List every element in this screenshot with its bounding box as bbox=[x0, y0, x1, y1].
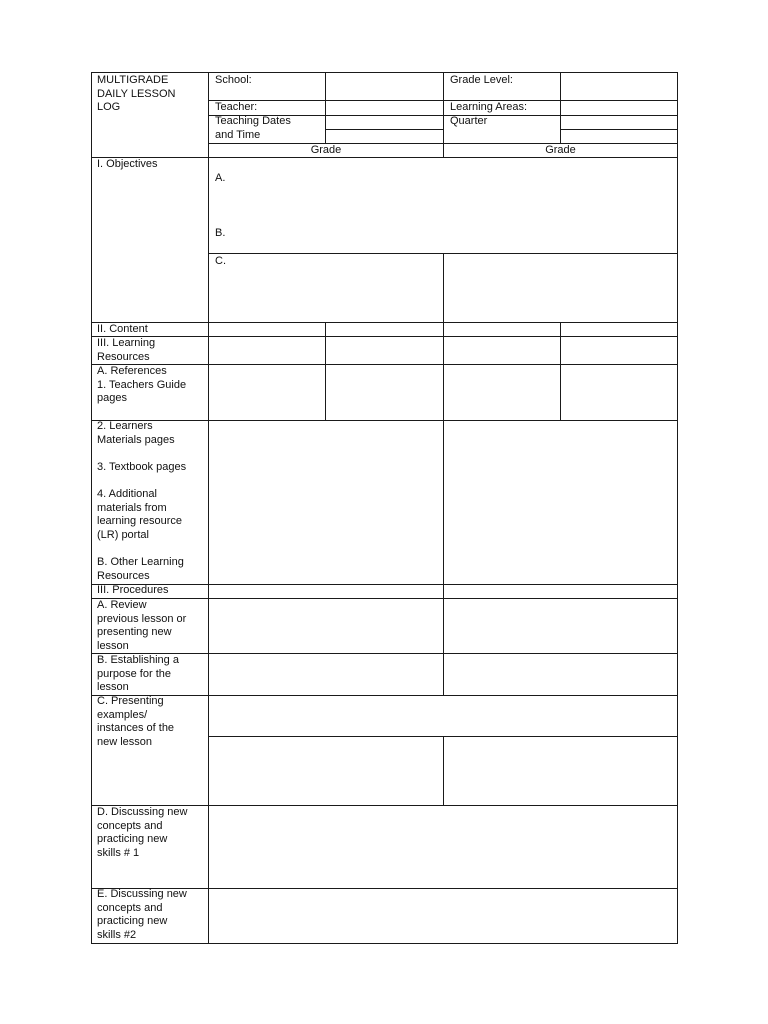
procedure-b-label: B. Establishing a purpose for the lesson bbox=[97, 654, 179, 694]
table-line bbox=[325, 129, 443, 130]
table-line bbox=[91, 322, 678, 323]
objective-a-label: A. bbox=[215, 172, 226, 184]
content-label: II. Content bbox=[97, 323, 148, 335]
table-line bbox=[91, 336, 678, 337]
table-line bbox=[443, 598, 444, 695]
objective-c-label: C. bbox=[215, 255, 226, 267]
table-line bbox=[325, 72, 326, 143]
procedure-a-label: A. Review previous lesson or presenting new lesson bbox=[97, 599, 187, 652]
table-line bbox=[560, 129, 678, 130]
grade-level-label: Grade Level: bbox=[450, 74, 513, 86]
quarter-label: Quarter bbox=[450, 115, 488, 127]
table-line bbox=[91, 72, 678, 73]
table-line bbox=[443, 253, 444, 322]
procedure-c-label: C. Presenting examples/ instances of the new lesson bbox=[97, 695, 175, 748]
table-line bbox=[91, 584, 678, 585]
other-materials-label: 2. Learners Materials pages 3. Textbook pages 4. Additional materials from learning resource (LR) portal B. Other Learning Resources bbox=[97, 420, 187, 582]
grade-column-right: Grade bbox=[545, 144, 576, 156]
procedure-e-label: E. Discussing new concepts and practicing new skills #2 bbox=[97, 888, 187, 941]
school-label: School: bbox=[215, 74, 252, 86]
table-line bbox=[560, 322, 561, 420]
form-title: MULTIGRADE DAILY LESSON LOG bbox=[97, 74, 176, 114]
table-line bbox=[443, 736, 444, 805]
table-line bbox=[91, 695, 678, 696]
learning-resources-label: III. Learning Resources bbox=[97, 337, 156, 363]
procedures-label: III. Procedures bbox=[97, 584, 169, 596]
table-line bbox=[443, 322, 444, 598]
objectives-label: I. Objectives bbox=[97, 158, 158, 170]
learning-areas-label: Learning Areas: bbox=[450, 101, 528, 113]
procedure-d-label: D. Discussing new concepts and practicing new skills # 1 bbox=[97, 806, 188, 859]
table-line bbox=[677, 72, 678, 944]
table-line bbox=[91, 943, 678, 944]
objective-b-label: B. bbox=[215, 227, 226, 239]
table-line bbox=[91, 72, 92, 944]
table-line bbox=[560, 72, 561, 143]
teaching-dates-label: Teaching Dates and Time bbox=[215, 115, 291, 141]
table-line bbox=[325, 322, 326, 420]
table-line bbox=[208, 72, 209, 944]
grade-column-left: Grade bbox=[310, 144, 342, 156]
teacher-label: Teacher: bbox=[215, 101, 258, 113]
references-label: A. References 1. Teachers Guide pages bbox=[97, 365, 187, 405]
